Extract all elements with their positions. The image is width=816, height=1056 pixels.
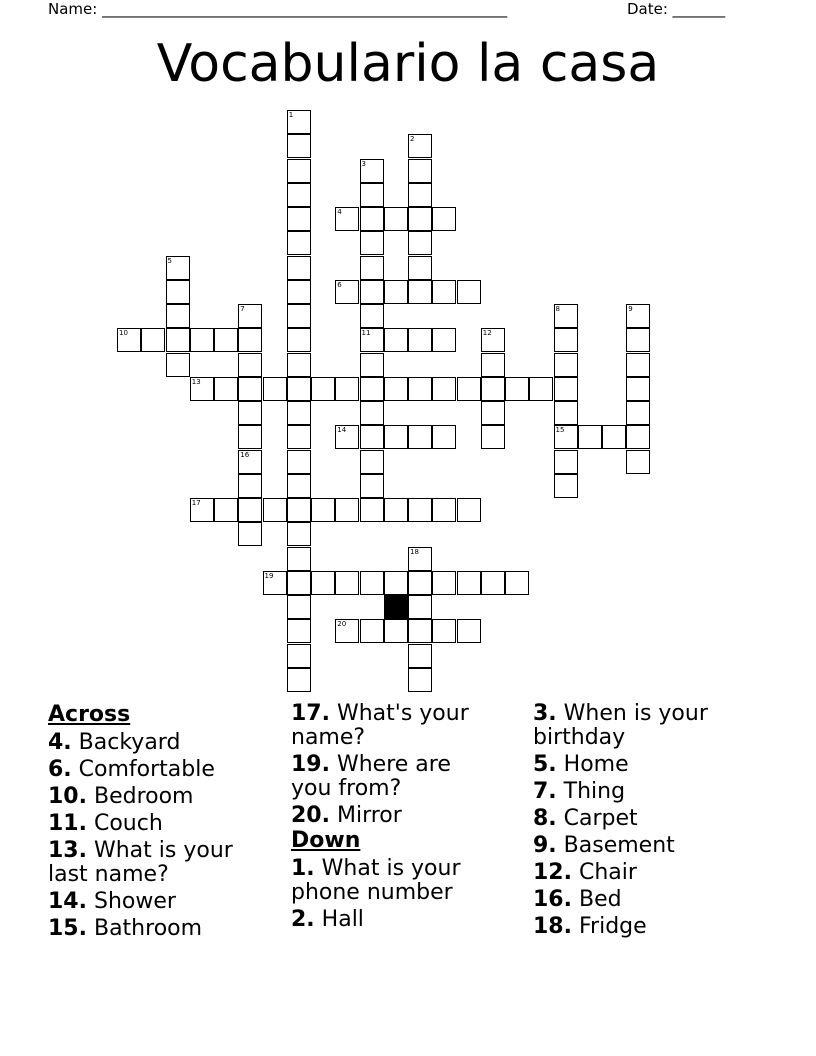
grid-cell[interactable] <box>432 328 456 352</box>
clue-across-6: 6. Comfortable <box>48 757 215 782</box>
grid-cell[interactable] <box>529 377 553 401</box>
grid-cell[interactable] <box>384 571 408 595</box>
grid-cell[interactable] <box>432 207 456 231</box>
grid-cell[interactable] <box>287 474 311 498</box>
grid-cell[interactable] <box>481 571 505 595</box>
grid-cell[interactable] <box>238 498 262 522</box>
grid-cell[interactable] <box>408 328 432 352</box>
grid-cell[interactable] <box>263 377 287 401</box>
page-title: Vocabulario la casa <box>156 34 660 94</box>
grid-cell[interactable] <box>554 474 578 498</box>
clue-number-3: 3 <box>361 159 366 168</box>
grid-cell[interactable] <box>481 377 505 401</box>
grid-cell[interactable] <box>287 644 311 668</box>
grid-cell[interactable] <box>432 571 456 595</box>
date-field-label: Date: _______ <box>627 0 726 18</box>
grid-cell[interactable] <box>408 425 432 449</box>
clue-number-8: 8 <box>555 305 560 313</box>
grid-cell[interactable] <box>408 595 432 619</box>
grid-cell[interactable] <box>384 377 408 401</box>
grid-cell[interactable] <box>360 183 384 207</box>
grid-cell[interactable] <box>457 498 481 522</box>
grid-cell[interactable] <box>408 183 432 207</box>
grid-cell[interactable] <box>166 304 190 328</box>
grid-cell[interactable] <box>335 377 359 401</box>
grid-cell[interactable] <box>481 401 505 425</box>
grid-cell[interactable] <box>384 328 408 352</box>
clue-across-19: 19. Where are you from? <box>291 752 451 801</box>
grid-cell[interactable] <box>287 159 311 183</box>
grid-cell[interactable] <box>602 425 626 449</box>
grid-cell[interactable] <box>287 450 311 474</box>
grid-cell[interactable] <box>554 401 578 425</box>
clue-down-9: 9. Basement <box>533 833 675 858</box>
grid-cell[interactable] <box>238 401 262 425</box>
grid-cell[interactable] <box>238 425 262 449</box>
clue-down-18: 18. Fridge <box>533 914 647 939</box>
grid-cell[interactable] <box>360 353 384 377</box>
grid-cell[interactable] <box>408 668 432 692</box>
clue-number-2: 2 <box>410 135 415 144</box>
grid-cell[interactable] <box>287 304 311 328</box>
clue-number-15: 15 <box>555 426 565 435</box>
grid-cell[interactable] <box>214 377 238 401</box>
grid-cell[interactable] <box>287 207 311 231</box>
grid-cell[interactable] <box>457 571 481 595</box>
grid-cell[interactable] <box>505 571 529 595</box>
grid-cell[interactable] <box>457 619 481 643</box>
grid-cell[interactable] <box>360 304 384 328</box>
grid-cell[interactable] <box>287 425 311 449</box>
clue-number-11: 11 <box>361 329 371 338</box>
grid-cell[interactable] <box>408 377 432 401</box>
clue-number-9: 9 <box>628 305 633 313</box>
grid-cell[interactable] <box>554 450 578 474</box>
clue-across-13: 13. What is your last name? <box>48 838 233 887</box>
grid-cell[interactable] <box>238 522 262 546</box>
clue-down-3: 3. When is your birthday <box>533 701 708 750</box>
grid-cell[interactable] <box>238 328 262 352</box>
clue-across-11: 11. Couch <box>48 811 163 836</box>
clue-down-7: 7. Thing <box>533 779 626 804</box>
grid-cell[interactable] <box>287 547 311 571</box>
grid-cell[interactable] <box>408 498 432 522</box>
grid-cell[interactable] <box>287 353 311 377</box>
clues-column-1 <box>48 702 288 941</box>
grid-cell[interactable] <box>360 207 384 231</box>
grid-cell[interactable] <box>311 571 335 595</box>
grid-cell[interactable] <box>214 498 238 522</box>
grid-cell[interactable] <box>432 498 456 522</box>
grid-cell[interactable] <box>166 328 190 352</box>
grid-cell[interactable] <box>335 571 359 595</box>
grid-cell[interactable] <box>384 207 408 231</box>
grid-cell[interactable] <box>360 450 384 474</box>
down-heading: Down <box>291 828 361 853</box>
grid-cell[interactable] <box>287 522 311 546</box>
grid-cell[interactable] <box>432 425 456 449</box>
clue-down-5: 5. Home <box>533 752 629 777</box>
clues-column-3 <box>533 702 773 939</box>
grid-cell[interactable] <box>238 474 262 498</box>
across-heading: Across <box>48 702 131 727</box>
clue-number-10: 10 <box>119 329 128 338</box>
grid-cell[interactable] <box>360 474 384 498</box>
grid-cell[interactable] <box>263 498 287 522</box>
clue-across-14: 14. Shower <box>48 889 176 914</box>
clue-down-8: 8. Carpet <box>533 806 638 831</box>
grid-cell[interactable] <box>408 159 432 183</box>
clue-across-20: 20. Mirror <box>291 803 402 828</box>
grid-cell[interactable] <box>360 401 384 425</box>
grid-cell[interactable] <box>626 401 650 425</box>
grid-cell[interactable] <box>626 328 650 352</box>
grid-cell[interactable] <box>408 231 432 255</box>
clue-down-16: 16. Bed <box>533 887 622 912</box>
grid-cell[interactable] <box>287 571 311 595</box>
black-cell <box>384 595 408 619</box>
grid-cell[interactable] <box>408 644 432 668</box>
grid-cell[interactable] <box>166 280 190 304</box>
clue-number-13: 13 <box>191 377 201 386</box>
grid-cell[interactable] <box>238 353 262 377</box>
grid-cell[interactable] <box>578 425 602 449</box>
clue-down-12: 12. Chair <box>533 860 637 885</box>
clues-column-2 <box>291 702 531 932</box>
clue-across-17: 17. What's your name? <box>291 701 469 750</box>
grid-cell[interactable] <box>360 231 384 255</box>
clue-number-17: 17 <box>191 499 201 507</box>
grid-cell[interactable] <box>384 619 408 643</box>
clue-number-18: 18 <box>410 547 419 556</box>
grid-cell[interactable] <box>311 377 335 401</box>
grid-cell[interactable] <box>335 498 359 522</box>
grid-cell[interactable] <box>432 280 456 304</box>
clue-number-5: 5 <box>167 256 172 265</box>
grid-cell[interactable] <box>554 353 578 377</box>
clue-number-12: 12 <box>482 329 492 338</box>
grid-cell[interactable] <box>626 353 650 377</box>
grid-cell[interactable] <box>408 207 432 231</box>
grid-cell[interactable] <box>287 595 311 619</box>
clue-down-2: 2. Hall <box>291 907 364 932</box>
grid-cell[interactable] <box>287 256 311 280</box>
grid-cell[interactable] <box>287 134 311 158</box>
clue-down-1: 1. What is your phone number <box>291 856 461 905</box>
grid-cell[interactable] <box>287 668 311 692</box>
grid-cell[interactable] <box>505 377 529 401</box>
grid-cell[interactable] <box>408 280 432 304</box>
grid-cell[interactable] <box>166 353 190 377</box>
grid-cell[interactable] <box>360 498 384 522</box>
clue-number-19: 19 <box>264 571 274 580</box>
grid-cell[interactable] <box>287 619 311 643</box>
grid-cell[interactable] <box>190 328 214 352</box>
clue-number-7: 7 <box>240 305 245 313</box>
grid-cell[interactable] <box>554 377 578 401</box>
clue-number-14: 14 <box>337 426 347 435</box>
grid-cell[interactable] <box>360 571 384 595</box>
grid-cell[interactable] <box>626 450 650 474</box>
grid-cell[interactable] <box>626 425 650 449</box>
grid-cell[interactable] <box>360 377 384 401</box>
grid-cell[interactable] <box>457 377 481 401</box>
clue-number-1: 1 <box>288 111 294 119</box>
clue-across-15: 15. Bathroom <box>48 916 203 941</box>
grid-cell[interactable] <box>408 619 432 643</box>
grid-cell[interactable] <box>626 377 650 401</box>
grid-cell[interactable] <box>384 425 408 449</box>
grid-cell[interactable] <box>287 377 311 401</box>
grid-cell[interactable] <box>384 498 408 522</box>
grid-cell[interactable] <box>360 619 384 643</box>
name-field-label: Name: ______________________________________________________ <box>48 0 508 18</box>
grid-cell[interactable] <box>311 498 335 522</box>
grid-cell[interactable] <box>554 328 578 352</box>
grid-cell[interactable] <box>287 498 311 522</box>
grid-cell[interactable] <box>432 619 456 643</box>
grid-cell[interactable] <box>384 280 408 304</box>
grid-cell[interactable] <box>214 328 238 352</box>
grid-cell[interactable] <box>238 377 262 401</box>
clue-number-6: 6 <box>337 280 342 289</box>
grid-cell[interactable] <box>408 571 432 595</box>
clue-number-20: 20 <box>337 620 347 629</box>
grid-cell[interactable] <box>408 256 432 280</box>
grid-cell[interactable] <box>287 328 311 352</box>
grid-cell[interactable] <box>481 425 505 449</box>
grid-cell[interactable] <box>287 401 311 425</box>
grid-cell[interactable] <box>457 280 481 304</box>
grid-cell[interactable] <box>141 328 165 352</box>
clue-across-4: 4. Backyard <box>48 730 181 755</box>
grid-cell[interactable] <box>287 280 311 304</box>
grid-cell[interactable] <box>360 425 384 449</box>
clue-number-4: 4 <box>337 208 342 216</box>
grid-cell[interactable] <box>432 377 456 401</box>
grid-cell[interactable] <box>287 231 311 255</box>
clue-across-10: 10. Bedroom <box>48 784 194 809</box>
grid-cell[interactable] <box>287 183 311 207</box>
grid-cell[interactable] <box>481 353 505 377</box>
clue-number-16: 16 <box>240 450 250 459</box>
grid-cell[interactable] <box>360 256 384 280</box>
grid-cell[interactable] <box>360 280 384 304</box>
